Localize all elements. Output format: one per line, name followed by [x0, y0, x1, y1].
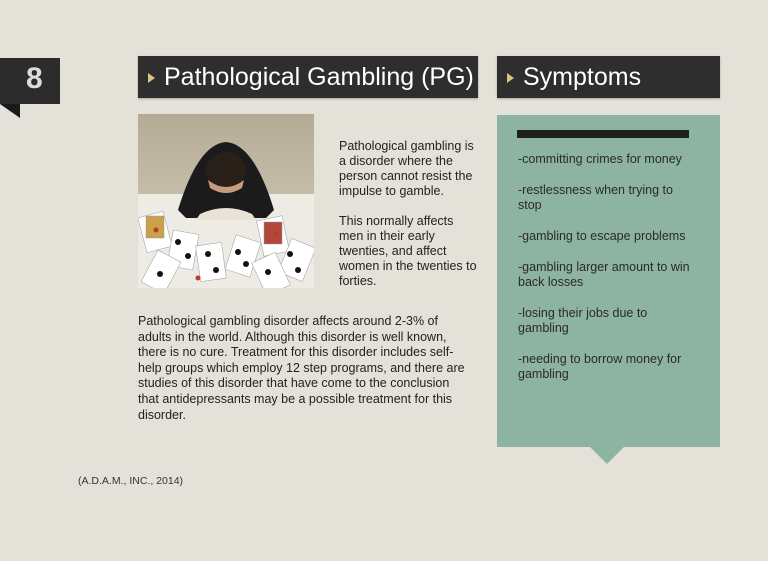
symptom-item: -losing their jobs due to gambling: [518, 306, 648, 335]
pg-definition-text: Pathological gambling is a disorder where the person cannot resist the impulse to gamble.: [339, 139, 474, 198]
slide-number-fold-bottom: [0, 104, 20, 118]
citation: (A.D.A.M., INC., 2014): [78, 475, 184, 487]
symptoms-title-bar: [497, 56, 720, 98]
symptoms-divider: [517, 130, 689, 138]
slide-number: 8: [26, 62, 43, 95]
bullet-arrow-icon: [507, 73, 514, 83]
symptom-item: -gambling to escape problems: [518, 229, 686, 243]
pg-title: Pathological Gambling (PG): [164, 62, 474, 91]
pg-demographics-text: This normally affects men in their early twenties, and affect women in the twenties to forties.: [339, 214, 477, 288]
symptoms-title: Symptoms: [523, 62, 642, 91]
slide-number-badge: [0, 58, 60, 104]
pg-prevalence-text: Pathological gambling disorder affects around 2-3% of adults in the world. Although this disorder is well known, there is no cure. Treatment for this disorder includes self-help groups which employ 12 step programs, and there are studies of this disorder that have come to the conclusion that antidepressants may be a possible treatment for this disorder.: [138, 314, 465, 422]
symptoms-list: [518, 152, 696, 398]
symptom-item: -gambling larger amount to win back losses: [518, 260, 690, 289]
symptom-item: -restlessness when trying to stop: [518, 183, 673, 212]
bullet-arrow-icon: [148, 73, 155, 83]
symptom-item: -needing to borrow money for gambling: [518, 352, 682, 381]
pg-description: [339, 139, 479, 304]
symptoms-panel-pointer: [590, 447, 624, 464]
pg-title-bar: [138, 56, 478, 98]
gambler-photo: [138, 114, 314, 288]
gambler-with-cards-photo: [138, 114, 314, 288]
symptom-item: -committing crimes for money: [518, 152, 682, 166]
